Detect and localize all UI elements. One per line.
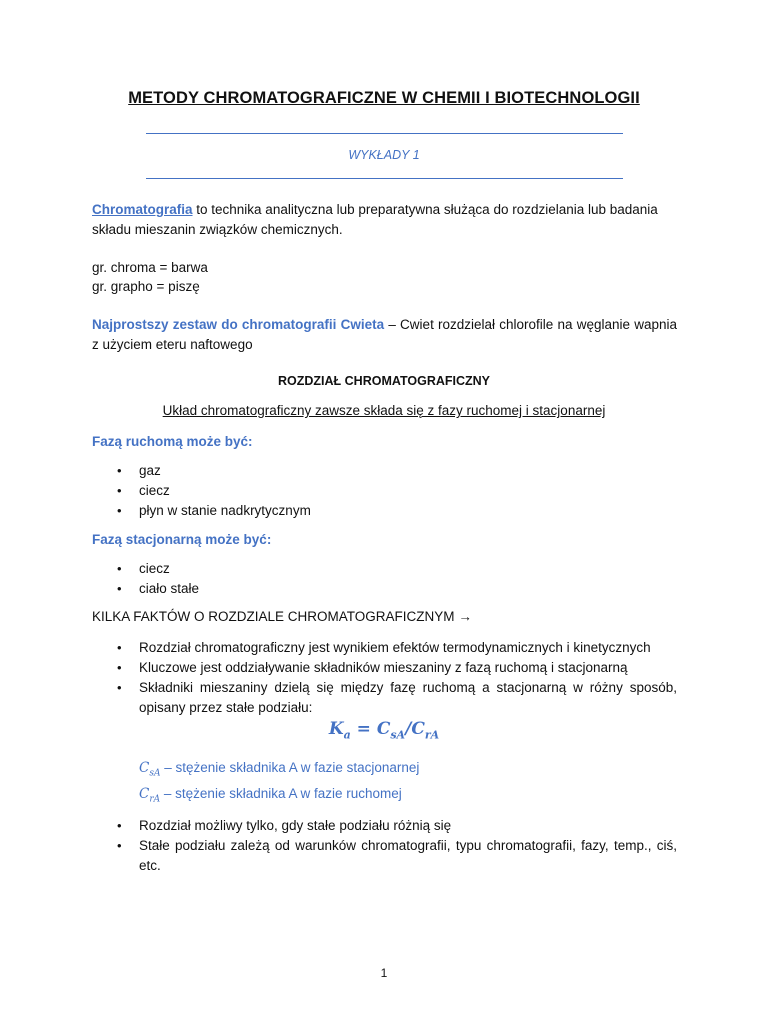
partition-formula: $K_a = C_{sA}/C_{rA}$ [328, 719, 440, 742]
intro-text: to technika analityczna lub preparatywna służąca do rozdzielania lub badania składu mieszanin związków chemicznych. [92, 202, 658, 237]
document-subtitle: WYKŁADY 1 [348, 148, 420, 162]
definitions [139, 758, 419, 809]
page-number: 1 [380, 966, 388, 980]
chromatografia-link[interactable]: Chromatografia [92, 202, 193, 217]
bullet-icon: • [117, 581, 122, 596]
mobile-phase-list [117, 461, 311, 521]
list-item: • Kluczowe jest oddziaływanie składników mieszaniny z fazą ruchomą i stacjonarną [139, 658, 677, 678]
list-item: • ciało stałe [139, 579, 199, 599]
section-subheading [0, 403, 768, 418]
section-subheading-text: Układ chromatograficzny zawsze składa się z fazy ruchomej i stacjonarnej [162, 403, 606, 418]
bullet-icon: • [117, 640, 122, 655]
bullet-icon: • [117, 561, 122, 576]
bullet-icon: • [117, 680, 122, 695]
cwiet-text: – Cwiet rozdzielał chlorofile na węglanie wapnia z użyciem eteru naftowego [92, 317, 677, 352]
facts-heading-text: KILKA FAKTÓW O ROZDZIALE CHROMATOGRAFICZNYM [92, 609, 455, 624]
list-item: • Rozdział chromatograficzny jest wynikiem efektów termodynamicznych i kinetycznych [139, 638, 677, 658]
divider-top [146, 133, 623, 134]
section-heading: ROZDZIAŁ CHROMATOGRAFICZNY [277, 374, 491, 388]
mobile-phase-heading: Fazą ruchomą może być: [92, 434, 253, 449]
list-item: • ciecz [139, 559, 199, 579]
bullet-icon: • [117, 463, 122, 478]
list-item: • ciecz [139, 481, 311, 501]
list-item: • płyn w stanie nadkrytycznym [139, 501, 311, 521]
bullet-icon: • [117, 483, 122, 498]
bullet-icon: • [117, 818, 122, 833]
facts-list-2 [117, 816, 677, 876]
bullet-icon: • [117, 838, 122, 853]
definition-csa: $C_{sA}$ – stężenie składnika A w fazie stacjonarnej [139, 760, 420, 779]
stationary-phase-heading: Fazą stacjonarną może być: [92, 532, 272, 547]
list-item: • Stałe podziału zależą od warunków chromatografii, typu chromatografii, fazy, temp., ciś, etc. [117, 838, 677, 873]
list-item: • Rozdział możliwy tylko, gdy stałe podziału różnią się [139, 816, 677, 836]
facts-heading [92, 607, 677, 627]
definition-cra: $C_{rA}$ – stężenie składnika A w fazie ruchomej [139, 785, 402, 805]
etymology-line-1: gr. chroma = barwa [92, 260, 208, 275]
cwiet-term: Najprostszy zestaw do chromatografii Cwieta [92, 317, 385, 332]
bullet-icon: • [117, 660, 122, 675]
list-item: • Składniki mieszaniny dzielą się między fazę ruchomą a stacjonarną w różny sposób, opisany przez stałe podziału: [117, 680, 677, 715]
etymology-line-2: gr. grapho = piszę [92, 279, 200, 294]
bullet-icon: • [117, 503, 122, 518]
intro-paragraph [92, 200, 677, 240]
divider-bottom [146, 178, 623, 179]
facts-list [117, 638, 677, 718]
cwiet-paragraph [92, 315, 677, 355]
list-item: • gaz [139, 461, 311, 481]
stationary-phase-list [117, 559, 200, 599]
document-title: METODY CHROMATOGRAFICZNE W CHEMII I BIOTECHNOLOGII [128, 89, 640, 107]
arrow-right-icon: → [458, 609, 472, 624]
